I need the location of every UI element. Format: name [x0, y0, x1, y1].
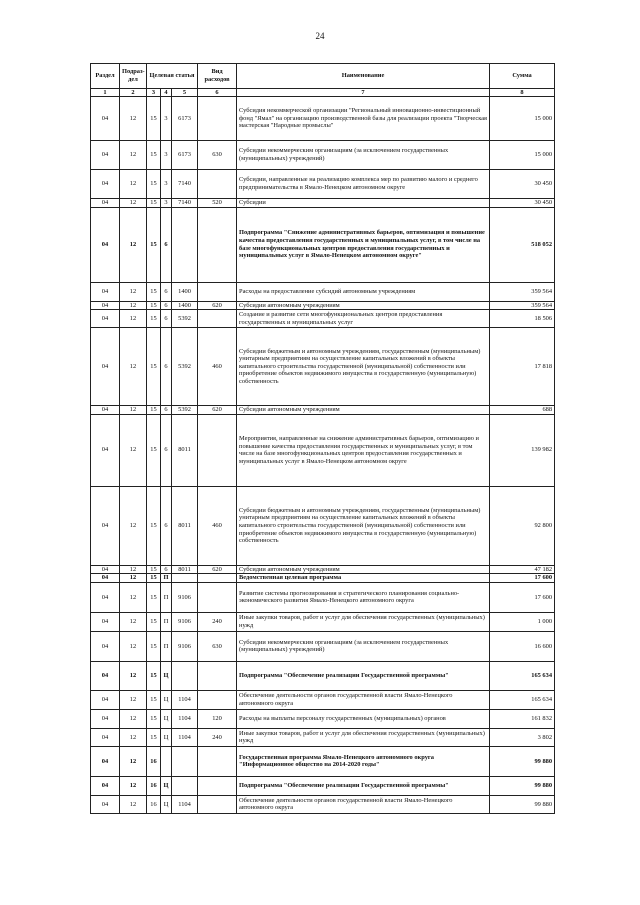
section-cell: 04: [91, 795, 120, 813]
target-article-subprogram-cell: Ц: [161, 776, 172, 795]
column-number: 4: [161, 89, 172, 97]
table-row: [91, 97, 555, 141]
subsection-cell: 12: [120, 406, 147, 415]
section-cell: 04: [91, 328, 120, 406]
target-article-program-cell: 15: [147, 690, 161, 709]
amount-cell: 3 802: [490, 728, 555, 746]
subsection-cell: 12: [120, 170, 147, 199]
section-cell: 04: [91, 199, 120, 208]
table-row: [91, 406, 555, 415]
expense-type-cell: [198, 776, 237, 795]
target-article-subprogram-cell: П: [161, 574, 172, 583]
target-article-code-cell: 8011: [172, 414, 198, 486]
name-cell: Субсидии некоммерческим организациям (за исключением государственных (муниципальных) учреждений): [237, 141, 490, 170]
column-number: 1: [91, 89, 120, 97]
name-cell: Подпрограмма "Обеспечение реализации Государственной программы": [237, 661, 490, 690]
expense-type-cell: [198, 661, 237, 690]
subsection-cell: 12: [120, 612, 147, 631]
header-target-article: Целевая статья: [147, 64, 198, 89]
table-row: [91, 199, 555, 208]
target-article-program-cell: 15: [147, 406, 161, 415]
target-article-code-cell: 9106: [172, 631, 198, 661]
subsection-cell: 12: [120, 795, 147, 813]
name-cell: Иные закупки товаров, работ и услуг для обеспечения государственных (муниципальных) нужд: [237, 728, 490, 746]
table-row: [91, 574, 555, 583]
expense-type-cell: 240: [198, 612, 237, 631]
amount-cell: 15 000: [490, 141, 555, 170]
section-cell: 04: [91, 141, 120, 170]
subsection-cell: 12: [120, 574, 147, 583]
target-article-subprogram-cell: 3: [161, 199, 172, 208]
amount-cell: 161 832: [490, 709, 555, 728]
column-number-row: [91, 89, 555, 97]
column-number: 5: [172, 89, 198, 97]
section-cell: 04: [91, 631, 120, 661]
amount-cell: 359 564: [490, 301, 555, 310]
target-article-program-cell: 15: [147, 709, 161, 728]
header-expense-type: Вид расходов: [198, 64, 237, 89]
target-article-program-cell: 16: [147, 746, 161, 776]
table-row: [91, 631, 555, 661]
expense-type-cell: [198, 207, 237, 282]
target-article-program-cell: 15: [147, 328, 161, 406]
expense-type-cell: 460: [198, 328, 237, 406]
section-cell: 04: [91, 690, 120, 709]
table-row: [91, 612, 555, 631]
target-article-program-cell: 15: [147, 612, 161, 631]
name-cell: Обеспечение деятельности органов государственной власти Ямало-Ненецкого автономного округа: [237, 795, 490, 813]
amount-cell: 99 880: [490, 746, 555, 776]
target-article-code-cell: 5392: [172, 310, 198, 328]
target-article-code-cell: 9106: [172, 612, 198, 631]
target-article-code-cell: 8011: [172, 565, 198, 574]
section-cell: 04: [91, 565, 120, 574]
target-article-code-cell: [172, 574, 198, 583]
section-cell: 04: [91, 574, 120, 583]
column-number: 7: [237, 89, 490, 97]
amount-cell: 17 818: [490, 328, 555, 406]
subsection-cell: 12: [120, 709, 147, 728]
target-article-code-cell: 1104: [172, 728, 198, 746]
name-cell: Расходы на выплаты персоналу государственных (муниципальных) органов: [237, 709, 490, 728]
expense-type-cell: 630: [198, 141, 237, 170]
amount-cell: 99 880: [490, 795, 555, 813]
name-cell: Подпрограмма "Снижение административных барьеров, оптимизация и повышение качества предоставления государственных и муниципальных услуг, в том числе на базе многофункциональных центров предоставления государственных и муниципальных услуг в Ямало-Ненецком автономном округе": [237, 207, 490, 282]
subsection-cell: 12: [120, 728, 147, 746]
subsection-cell: 12: [120, 141, 147, 170]
table-row: [91, 414, 555, 486]
amount-cell: 18 506: [490, 310, 555, 328]
budget-table: [90, 63, 555, 814]
section-cell: 04: [91, 612, 120, 631]
header-name: Наименование: [237, 64, 490, 89]
table-row: [91, 709, 555, 728]
expense-type-cell: [198, 170, 237, 199]
target-article-subprogram-cell: 6: [161, 406, 172, 415]
target-article-subprogram-cell: Ц: [161, 728, 172, 746]
amount-cell: 165 634: [490, 690, 555, 709]
section-cell: 04: [91, 207, 120, 282]
amount-cell: 30 450: [490, 170, 555, 199]
header-section: Раздел: [91, 64, 120, 89]
table-row: [91, 170, 555, 199]
column-number: 3: [147, 89, 161, 97]
expense-type-cell: [198, 746, 237, 776]
target-article-code-cell: 7140: [172, 199, 198, 208]
target-article-subprogram-cell: Ц: [161, 661, 172, 690]
table-row: [91, 582, 555, 612]
target-article-subprogram-cell: 3: [161, 97, 172, 141]
target-article-subprogram-cell: 6: [161, 565, 172, 574]
target-article-program-cell: 15: [147, 486, 161, 565]
subsection-cell: 12: [120, 631, 147, 661]
table-body: [91, 97, 555, 814]
expense-type-cell: 520: [198, 199, 237, 208]
table-row: [91, 690, 555, 709]
section-cell: 04: [91, 406, 120, 415]
name-cell: Мероприятия, направленные на снижение административных барьеров, оптимизацию и повышение качества предоставления государственных и муниципальных услуг, в том числе на базе многофункциональных центров предоставления государственных и муниципальных услуг в Ямало-Ненецком автономном округе: [237, 414, 490, 486]
amount-cell: 30 450: [490, 199, 555, 208]
target-article-subprogram-cell: П: [161, 631, 172, 661]
expense-type-cell: [198, 282, 237, 301]
target-article-subprogram-cell: П: [161, 582, 172, 612]
subsection-cell: 12: [120, 414, 147, 486]
target-article-program-cell: 15: [147, 141, 161, 170]
subsection-cell: 12: [120, 199, 147, 208]
subsection-cell: 12: [120, 282, 147, 301]
target-article-code-cell: 1104: [172, 690, 198, 709]
table-row: [91, 728, 555, 746]
section-cell: 04: [91, 709, 120, 728]
expense-type-cell: 630: [198, 631, 237, 661]
expense-type-cell: [198, 97, 237, 141]
table-row: [91, 795, 555, 813]
target-article-subprogram-cell: 6: [161, 282, 172, 301]
name-cell: Иные закупки товаров, работ и услуг для обеспечения государственных (муниципальных) нужд: [237, 612, 490, 631]
header-amount: Сумма: [490, 64, 555, 89]
target-article-code-cell: [172, 207, 198, 282]
name-cell: Субсидии бюджетным и автономным учреждениям, государственным (муниципальным) унитарным предприятиям на осуществление капитальных вложений в объекты капитального строительства государственной (муниципальной) собственности или приобретение объектов недвижимого имущества в государственную (муниципальную) собственность: [237, 328, 490, 406]
name-cell: Расходы на предоставление субсидий автономным учреждениям: [237, 282, 490, 301]
subsection-cell: 12: [120, 301, 147, 310]
name-cell: Субсидии: [237, 199, 490, 208]
table-row: [91, 310, 555, 328]
target-article-code-cell: 1104: [172, 709, 198, 728]
target-article-program-cell: 15: [147, 199, 161, 208]
expense-type-cell: [198, 690, 237, 709]
target-article-code-cell: 5392: [172, 328, 198, 406]
table-row: [91, 301, 555, 310]
expense-type-cell: 620: [198, 565, 237, 574]
target-article-subprogram-cell: 6: [161, 301, 172, 310]
target-article-subprogram-cell: [161, 746, 172, 776]
amount-cell: 1 000: [490, 612, 555, 631]
name-cell: Субсидии автономным учреждениям: [237, 406, 490, 415]
section-cell: 04: [91, 97, 120, 141]
subsection-cell: 12: [120, 746, 147, 776]
section-cell: 04: [91, 310, 120, 328]
expense-type-cell: [198, 582, 237, 612]
target-article-subprogram-cell: 3: [161, 141, 172, 170]
expense-type-cell: [198, 574, 237, 583]
name-cell: Подпрограмма "Обеспечение реализации Государственной программы": [237, 776, 490, 795]
target-article-program-cell: 16: [147, 776, 161, 795]
table-row: [91, 207, 555, 282]
amount-cell: 15 000: [490, 97, 555, 141]
subsection-cell: 12: [120, 776, 147, 795]
target-article-subprogram-cell: П: [161, 612, 172, 631]
page-number: 24: [315, 31, 325, 41]
amount-cell: 139 982: [490, 414, 555, 486]
subsection-cell: 12: [120, 661, 147, 690]
target-article-code-cell: 6173: [172, 141, 198, 170]
expense-type-cell: 240: [198, 728, 237, 746]
target-article-subprogram-cell: 6: [161, 207, 172, 282]
target-article-code-cell: 1104: [172, 795, 198, 813]
target-article-code-cell: 8011: [172, 486, 198, 565]
section-cell: 04: [91, 170, 120, 199]
amount-cell: 688: [490, 406, 555, 415]
amount-cell: 359 564: [490, 282, 555, 301]
target-article-subprogram-cell: 6: [161, 328, 172, 406]
amount-cell: 16 600: [490, 631, 555, 661]
table-row: [91, 282, 555, 301]
expense-type-cell: [198, 310, 237, 328]
expense-type-cell: [198, 414, 237, 486]
column-number: 6: [198, 89, 237, 97]
table-row: [91, 776, 555, 795]
section-cell: 04: [91, 486, 120, 565]
section-cell: 04: [91, 776, 120, 795]
name-cell: Субсидия некоммерческой организации "Региональный инновационно-инвестиционный фонд "Ямал" на организацию производственной базы для реализации проекта "Творческая мастерская "Народные промыслы": [237, 97, 490, 141]
amount-cell: 17 600: [490, 582, 555, 612]
header-subsection: Подраз-дел: [120, 64, 147, 89]
name-cell: Субсидии бюджетным и автономным учреждениям, государственным (муниципальным) унитарным предприятиям на осуществление капитальных вложений в объекты капитального строительства государственной (муниципальной) собственности или приобретение объектов недвижимого имущества в государственную (муниципальную) собственность: [237, 486, 490, 565]
name-cell: Развитие системы прогнозирования и стратегического планирования социально-экономического развития Ямало-Ненецкого автономного округа: [237, 582, 490, 612]
section-cell: 04: [91, 301, 120, 310]
target-article-code-cell: 6173: [172, 97, 198, 141]
target-article-program-cell: 15: [147, 582, 161, 612]
name-cell: Государственная программа Ямало-Ненецкого автономного округа "Информационное общество на 2014-2020 годы": [237, 746, 490, 776]
target-article-subprogram-cell: 6: [161, 486, 172, 565]
target-article-subprogram-cell: Ц: [161, 795, 172, 813]
target-article-program-cell: 15: [147, 728, 161, 746]
target-article-program-cell: 15: [147, 207, 161, 282]
target-article-program-cell: 15: [147, 631, 161, 661]
name-cell: Ведомственная целевая программа: [237, 574, 490, 583]
target-article-code-cell: [172, 661, 198, 690]
section-cell: 04: [91, 414, 120, 486]
section-cell: 04: [91, 746, 120, 776]
target-article-subprogram-cell: Ц: [161, 690, 172, 709]
subsection-cell: 12: [120, 582, 147, 612]
name-cell: Субсидии некоммерческим организациям (за исключением государственных (муниципальных) учреждений): [237, 631, 490, 661]
expense-type-cell: 620: [198, 301, 237, 310]
section-cell: 04: [91, 282, 120, 301]
target-article-subprogram-cell: 3: [161, 170, 172, 199]
table-row: [91, 141, 555, 170]
amount-cell: 165 634: [490, 661, 555, 690]
column-number: 8: [490, 89, 555, 97]
target-article-program-cell: 15: [147, 661, 161, 690]
amount-cell: 92 800: [490, 486, 555, 565]
name-cell: Обеспечение деятельности органов государственной власти Ямало-Ненецкого автономного округа: [237, 690, 490, 709]
target-article-code-cell: 7140: [172, 170, 198, 199]
expense-type-cell: 460: [198, 486, 237, 565]
column-number: 2: [120, 89, 147, 97]
target-article-code-cell: 1400: [172, 282, 198, 301]
table-row: [91, 746, 555, 776]
target-article-code-cell: 9106: [172, 582, 198, 612]
subsection-cell: 12: [120, 310, 147, 328]
amount-cell: 47 182: [490, 565, 555, 574]
target-article-program-cell: 15: [147, 310, 161, 328]
target-article-program-cell: 15: [147, 301, 161, 310]
target-article-code-cell: 1400: [172, 301, 198, 310]
amount-cell: 17 600: [490, 574, 555, 583]
target-article-subprogram-cell: 6: [161, 310, 172, 328]
table-row: [91, 486, 555, 565]
target-article-code-cell: [172, 746, 198, 776]
table-row: [91, 661, 555, 690]
amount-cell: 99 880: [490, 776, 555, 795]
target-article-program-cell: 15: [147, 565, 161, 574]
name-cell: Субсидии автономным учреждениям: [237, 565, 490, 574]
section-cell: 04: [91, 728, 120, 746]
target-article-program-cell: 15: [147, 414, 161, 486]
target-article-program-cell: 16: [147, 795, 161, 813]
header-row: [91, 64, 555, 89]
table-row: [91, 328, 555, 406]
subsection-cell: 12: [120, 207, 147, 282]
amount-cell: 518 052: [490, 207, 555, 282]
target-article-subprogram-cell: 6: [161, 414, 172, 486]
target-article-program-cell: 15: [147, 97, 161, 141]
section-cell: 04: [91, 661, 120, 690]
table-row: [91, 565, 555, 574]
target-article-program-cell: 15: [147, 574, 161, 583]
expense-type-cell: 120: [198, 709, 237, 728]
subsection-cell: 12: [120, 97, 147, 141]
target-article-program-cell: 15: [147, 170, 161, 199]
target-article-code-cell: 5392: [172, 406, 198, 415]
section-cell: 04: [91, 582, 120, 612]
target-article-program-cell: 15: [147, 282, 161, 301]
target-article-code-cell: [172, 776, 198, 795]
name-cell: Субсидии, направленные на реализацию комплекса мер по развитию малого и среднего предпринимательства в Ямало-Ненецком автономном округе: [237, 170, 490, 199]
name-cell: Субсидии автономным учреждениям: [237, 301, 490, 310]
name-cell: Создание и развитие сети многофункциональных центров предоставления государственных и муниципальных услуг: [237, 310, 490, 328]
subsection-cell: 12: [120, 690, 147, 709]
expense-type-cell: [198, 795, 237, 813]
subsection-cell: 12: [120, 328, 147, 406]
subsection-cell: 12: [120, 486, 147, 565]
subsection-cell: 12: [120, 565, 147, 574]
target-article-subprogram-cell: Ц: [161, 709, 172, 728]
expense-type-cell: 620: [198, 406, 237, 415]
